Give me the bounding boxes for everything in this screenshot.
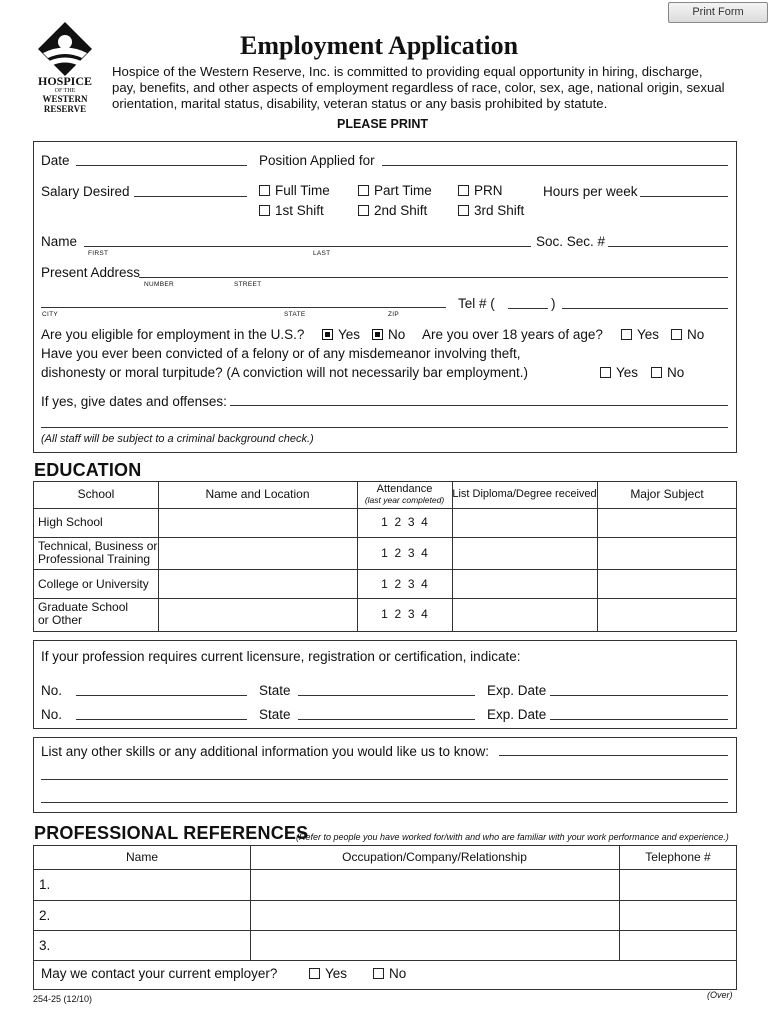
logo-text-western: WESTERN — [42, 94, 88, 104]
license-exp-field-1[interactable] — [550, 695, 728, 696]
shift3-label: 3rd Shift — [474, 203, 525, 218]
shift2-checkbox[interactable] — [358, 205, 369, 216]
skills-prompt: List any other skills or any additional information you would like us to know: — [41, 744, 489, 759]
prn-option[interactable] — [458, 183, 503, 199]
tel-number-field[interactable] — [562, 308, 728, 309]
edu-col-divider-3 — [452, 481, 453, 632]
edu-row-divider-3 — [33, 598, 737, 599]
felony-no-checkbox[interactable] — [651, 367, 662, 378]
street-sublabel: STREET — [234, 281, 262, 288]
full-time-option[interactable] — [259, 183, 330, 199]
eligible-yes-checkbox[interactable] — [322, 329, 333, 340]
contact-employer-question: May we contact your current employer? — [41, 966, 278, 981]
ref-col-telephone: Telephone # — [645, 850, 711, 864]
contact-no-checkbox[interactable] — [373, 968, 384, 979]
age-no-option[interactable] — [671, 327, 704, 343]
over-note: (Over) — [707, 990, 733, 1000]
edu-row-divider-2 — [33, 569, 737, 570]
intro-line-3: orientation, marital status, disability, veteran status or any basis prohibited by statute. — [112, 96, 608, 111]
part-time-checkbox[interactable] — [358, 185, 369, 196]
license-no-field-2[interactable] — [76, 719, 247, 720]
felony-question-line-1: Have you ever been convicted of a felony or of any misdemeanor involving theft, — [41, 346, 521, 361]
date-label: Date — [41, 153, 70, 168]
address-field[interactable] — [139, 277, 728, 278]
eligible-no-option[interactable] — [372, 327, 405, 343]
hours-field[interactable] — [640, 196, 728, 197]
name-field[interactable] — [84, 246, 531, 247]
eligible-no-label: No — [388, 327, 406, 342]
edu-row-graduate-2: or Other — [38, 613, 83, 627]
first-sublabel: FIRST — [88, 250, 109, 257]
edu-col-name-location: Name and Location — [205, 487, 310, 501]
print-form-button[interactable]: Print Form — [668, 2, 768, 23]
education-heading: EDUCATION — [34, 460, 142, 480]
eligible-yes-option[interactable] — [322, 327, 360, 343]
age-no-label: No — [687, 327, 705, 342]
logo-text-reserve: RESERVE — [43, 104, 87, 114]
felony-yes-option[interactable] — [600, 365, 638, 381]
number-sublabel: NUMBER — [144, 281, 174, 288]
ref-col-name: Name — [125, 850, 158, 864]
shift1-option[interactable] — [259, 203, 324, 219]
contact-yes-label: Yes — [325, 966, 348, 981]
ref-row-divider-3 — [33, 960, 737, 961]
full-time-label: Full Time — [275, 183, 330, 198]
references-heading: PROFESSIONAL REFERENCES — [34, 823, 309, 843]
eligible-question: Are you eligible for employment in the U.S.? — [41, 327, 305, 342]
part-time-label: Part Time — [374, 183, 432, 198]
offenses-field[interactable] — [230, 405, 728, 406]
salary-label: Salary Desired — [41, 184, 130, 199]
full-time-checkbox[interactable] — [259, 185, 270, 196]
license-state-field-2[interactable] — [298, 719, 475, 720]
license-state-label-2: State — [259, 707, 291, 722]
licensure-prompt: If your profession requires current licensure, registration or certification, indicate: — [41, 649, 521, 664]
license-exp-field-2[interactable] — [550, 719, 728, 720]
part-time-option[interactable] — [358, 183, 432, 199]
shift1-label: 1st Shift — [275, 203, 324, 218]
felony-yes-checkbox[interactable] — [600, 367, 611, 378]
edu-col-divider-4 — [597, 481, 598, 632]
date-field[interactable] — [76, 165, 247, 166]
age-question: Are you over 18 years of age? — [422, 327, 603, 342]
tel-area-field[interactable] — [508, 308, 548, 309]
shift3-checkbox[interactable] — [458, 205, 469, 216]
contact-yes-checkbox[interactable] — [309, 968, 320, 979]
contact-no-label: No — [389, 966, 407, 981]
age-no-checkbox[interactable] — [671, 329, 682, 340]
offenses-label: If yes, give dates and offenses: — [41, 394, 227, 409]
age-yes-option[interactable] — [621, 327, 659, 343]
ref-row-divider-1 — [33, 900, 737, 901]
logo-text-hospice: HOSPICE — [37, 74, 92, 88]
edu-col-major: Major Subject — [630, 487, 704, 501]
edu-years-college[interactable]: 1 2 3 4 — [381, 577, 428, 591]
skills-field-2[interactable] — [41, 779, 728, 780]
skills-field-1[interactable] — [499, 755, 728, 756]
edu-row-college: College or University — [38, 577, 149, 591]
edu-row-technical-1: Technical, Business or — [38, 539, 158, 553]
license-no-label-2: No. — [41, 707, 63, 722]
page-title: Employment Application — [240, 31, 519, 60]
felony-question-line-2: dishonesty or moral turpitude? (A conviction will not necessarily bar employment.) — [41, 365, 528, 380]
references-note: (Refer to people you have worked for/with and who are familiar with your work performance and experience.) — [296, 832, 729, 842]
prn-label: PRN — [474, 183, 503, 198]
city-sublabel: CITY — [42, 311, 59, 318]
ref-row-divider-2 — [33, 930, 737, 931]
age-yes-checkbox[interactable] — [621, 329, 632, 340]
position-field[interactable] — [382, 165, 728, 166]
felony-no-option[interactable] — [651, 365, 684, 381]
license-exp-label-1: Exp. Date — [487, 683, 547, 698]
state-sublabel: STATE — [284, 311, 306, 318]
edu-col-school: School — [77, 487, 115, 501]
felony-yes-label: Yes — [616, 365, 639, 380]
please-print-label: PLEASE PRINT — [337, 117, 428, 131]
offenses-field-2[interactable] — [41, 427, 728, 428]
intro-line-1: Hospice of the Western Reserve, Inc. is committed to providing equal opportunity in hiring, discharge, — [112, 64, 703, 79]
logo-emblem-icon — [30, 20, 100, 78]
edu-row-high-school: High School — [38, 515, 103, 529]
license-exp-label-2: Exp. Date — [487, 707, 547, 722]
prn-checkbox[interactable] — [458, 185, 469, 196]
position-label: Position Applied for — [259, 153, 375, 168]
tel-label: Tel # ( — [458, 296, 495, 311]
edu-col-attendance: Attendance — [376, 483, 433, 495]
shift2-label: 2nd Shift — [374, 203, 428, 218]
eligible-yes-label: Yes — [338, 327, 361, 342]
salary-field[interactable] — [134, 196, 247, 197]
ref-col-occupation: Occupation/Company/Relationship — [342, 850, 527, 864]
tel-close-paren: ) — [551, 296, 556, 311]
license-no-label-1: No. — [41, 683, 63, 698]
contact-no-option[interactable] — [373, 966, 406, 982]
skills-field-3[interactable] — [41, 802, 728, 803]
intro-line-2: pay, benefits, and other aspects of employment regardless of race, color, sex, age, national origin, sexual — [112, 80, 725, 95]
hospice-logo — [30, 20, 100, 116]
ref-row-2: 2. — [39, 908, 51, 923]
edu-col-attendance-sub: (last year completed) — [364, 495, 445, 505]
shift1-checkbox[interactable] — [259, 205, 270, 216]
city-state-zip-field[interactable] — [41, 307, 446, 308]
license-state-field-1[interactable] — [298, 695, 475, 696]
logo-text-of-the: OF THE — [54, 88, 76, 94]
edu-years-technical[interactable]: 1 2 3 4 — [381, 546, 428, 560]
address-label: Present Address — [41, 265, 141, 280]
edu-row-technical-2: Professional Training — [38, 552, 151, 566]
license-state-label-1: State — [259, 683, 291, 698]
ssn-label: Soc. Sec. # — [536, 234, 606, 249]
last-sublabel: LAST — [313, 250, 331, 257]
hours-label: Hours per week — [543, 184, 638, 199]
shift2-option[interactable] — [358, 203, 427, 219]
felony-no-label: No — [667, 365, 685, 380]
age-yes-label: Yes — [637, 327, 660, 342]
name-label: Name — [41, 234, 78, 249]
license-no-field-1[interactable] — [76, 695, 247, 696]
contact-yes-option[interactable] — [309, 966, 347, 982]
ref-row-1: 1. — [39, 877, 51, 892]
eligible-no-checkbox[interactable] — [372, 329, 383, 340]
edu-years-graduate[interactable]: 1 2 3 4 — [381, 607, 428, 621]
edu-col-diploma: List Diploma/Degree received — [452, 488, 597, 500]
edu-years-high-school[interactable]: 1 2 3 4 — [381, 515, 428, 529]
ssn-field[interactable] — [608, 246, 728, 247]
form-number: 254-25 (12/10) — [33, 994, 93, 1004]
edu-row-graduate-1: Graduate School — [38, 600, 129, 614]
shift3-option[interactable] — [458, 203, 524, 219]
edu-col-divider-1 — [158, 481, 159, 632]
ref-header-divider — [33, 869, 737, 870]
ref-row-3: 3. — [39, 938, 51, 953]
edu-header-divider — [33, 508, 737, 509]
background-check-note: (All staff will be subject to a criminal background check.) — [41, 433, 314, 445]
zip-sublabel: ZIP — [388, 311, 400, 318]
edu-row-divider-1 — [33, 537, 737, 538]
